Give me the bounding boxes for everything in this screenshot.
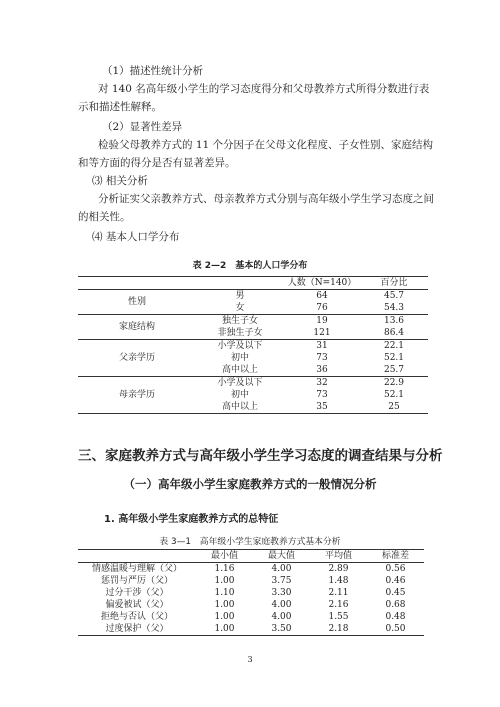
sub-sub-heading: 1. 高年级小学生家庭教养方式的总特征 (104, 514, 279, 525)
category-cell: 小学及以下 (217, 341, 263, 351)
column-header: 平均值 (324, 551, 352, 561)
value-cell: 1.00 (214, 576, 235, 586)
factor-cell: 过度保护（父） (105, 624, 169, 634)
page-number: 3 (247, 655, 253, 664)
value-cell: 1.00 (214, 624, 235, 634)
value-cell: 121 (313, 328, 331, 338)
value-cell: 73 (316, 390, 328, 400)
table-row (78, 623, 424, 636)
table-row (78, 340, 428, 353)
subsection-heading: （一）高年级小学生家庭教养方式的一般情况分析 (123, 477, 377, 491)
value-cell: 1.00 (214, 612, 235, 622)
header-empty (78, 550, 196, 563)
factor-cell: 拒绝与否认（父） (100, 612, 173, 622)
table-row (78, 611, 424, 623)
value-cell: 19 (316, 316, 328, 326)
value-cell: 45.7 (383, 291, 405, 301)
value-cell: 2.11 (328, 588, 349, 598)
value-cell: 3.75 (271, 576, 292, 586)
group-label: 家庭结构 (118, 322, 155, 332)
value-cell: 3.30 (271, 588, 292, 598)
value-cell: 76 (316, 303, 328, 313)
category-cell: 初中 (230, 353, 249, 363)
factor-cell: 情感温暖与理解（父） (91, 564, 182, 574)
value-cell: 2.18 (328, 624, 349, 634)
value-cell: 64 (316, 291, 328, 301)
factor-cell: 偏爱被试（父） (105, 600, 169, 610)
category-cell: 独生子女 (221, 316, 258, 326)
value-cell: 13.6 (383, 316, 405, 326)
group-label: 性别 (127, 297, 146, 307)
column-header: 百分比 (380, 278, 408, 288)
value-cell: 2.89 (328, 564, 349, 574)
value-cell: 1.00 (214, 600, 235, 610)
value-cell: 4.00 (271, 600, 292, 610)
demographics-table (78, 276, 428, 414)
value-cell: 0.45 (385, 588, 406, 598)
value-cell: 0.48 (385, 612, 406, 622)
header-empty (196, 277, 284, 290)
category-cell: 高中以上 (221, 365, 258, 375)
value-cell: 36 (316, 365, 328, 375)
value-cell: 0.68 (385, 600, 406, 610)
value-cell: 52.1 (383, 353, 405, 363)
table-caption: 表 2—2 基本的人口学分布 (192, 261, 308, 271)
table-row (78, 587, 424, 599)
section-title-descriptive: （1）描述性统计分析 (102, 65, 204, 77)
section-title-demographics: ⑷ 基本人口学分布 (92, 231, 180, 243)
section-heading: 三、家庭教养方式与高年级小学生学习态度的调查结果与分析 (78, 448, 443, 464)
category-cell: 高中以上 (221, 402, 258, 412)
group-label: 母亲学历 (118, 390, 155, 400)
paragraph-significance: 检验父母教养方式的 11 个分因子在父母文化程度、子女性别、家庭结构和等方面的得分是否有显著差异。 (78, 139, 434, 169)
value-cell: 0.46 (385, 576, 406, 586)
value-cell: 86.4 (383, 328, 405, 338)
value-cell: 22.1 (383, 341, 405, 351)
value-cell: 1.48 (328, 576, 349, 586)
value-cell: 0.56 (385, 564, 406, 574)
table-row (78, 575, 424, 587)
factor-cell: 惩罚与严厉（父） (100, 576, 173, 586)
value-cell: 4.00 (271, 564, 292, 574)
value-cell: 32 (316, 378, 328, 388)
value-cell: 1.16 (214, 564, 235, 574)
category-cell: 男 (235, 291, 245, 301)
column-header: 标准差 (381, 551, 409, 561)
category-cell: 女 (235, 303, 245, 313)
value-cell: 35 (316, 402, 328, 412)
parenting-stats-table (78, 549, 424, 636)
category-cell: 小学及以下 (217, 378, 263, 388)
value-cell: 1.55 (328, 612, 349, 622)
value-cell: 3.50 (271, 624, 292, 634)
column-header: 人数（N=140） (287, 278, 357, 288)
column-header: 最小值 (210, 551, 238, 561)
column-header: 最大值 (267, 551, 295, 561)
table-row (78, 377, 428, 390)
table-row (78, 315, 428, 328)
value-cell: 25 (388, 402, 400, 412)
value-cell: 31 (316, 341, 328, 351)
value-cell: 22.9 (383, 378, 405, 388)
table-row (78, 599, 424, 611)
header-empty (78, 277, 196, 290)
paragraph-correlation: 分析证实父亲教养方式、母亲教养方式分别与高年级小学生学习态度之间的相关性。 (78, 193, 434, 223)
category-cell: 初中 (230, 390, 249, 400)
table-row (78, 290, 428, 303)
value-cell: 1.10 (214, 588, 235, 598)
value-cell: 73 (316, 353, 328, 363)
value-cell: 25.7 (383, 365, 405, 375)
section-title-correlation: ⑶ 相关分析 (92, 175, 148, 187)
paragraph-descriptive: 对 140 名高年级小学生的学习态度得分和父母教养方式所得分数进行表示和描述性解释。 (78, 83, 430, 113)
group-label: 父亲学历 (118, 353, 155, 363)
category-cell: 非独生子女 (217, 328, 263, 338)
value-cell: 2.16 (328, 600, 349, 610)
table-row (78, 563, 424, 576)
value-cell: 0.50 (385, 624, 406, 634)
section-title-significance: （2）显著性差异 (102, 121, 183, 133)
table-caption: 表 3—1 高年级小学生家庭教养方式基本分析 (159, 537, 341, 547)
value-cell: 52.1 (383, 390, 405, 400)
factor-cell: 过分干涉（父） (105, 588, 169, 598)
value-cell: 4.00 (271, 612, 292, 622)
value-cell: 54.3 (383, 303, 405, 313)
